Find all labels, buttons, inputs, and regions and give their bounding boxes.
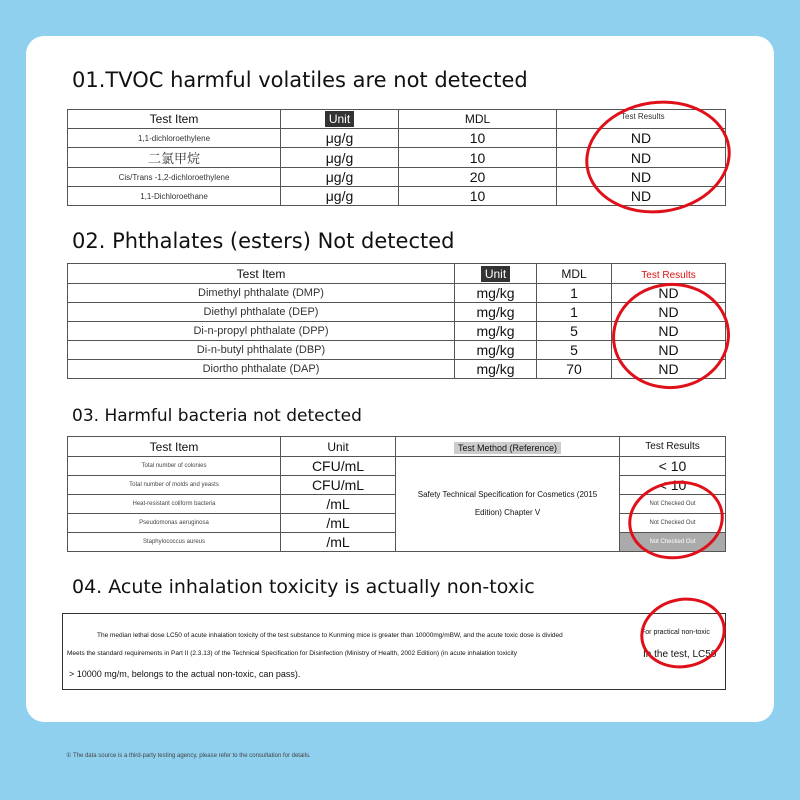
cell-mdl: 10 <box>399 148 557 168</box>
header-method: Test Method (Reference) <box>396 437 620 457</box>
cell-item: Dimethyl phthalate (DMP) <box>68 284 455 303</box>
cell-item: Pseudomonas aeruginosa <box>68 514 281 533</box>
header-unit: Unit <box>455 264 537 284</box>
cell-unit: /mL <box>281 495 396 514</box>
cell-item: Total number of molds and yeasts <box>68 476 281 495</box>
header-test-item: Test Item <box>68 110 281 129</box>
cell-mdl: 1 <box>537 284 612 303</box>
cell-item: 1,1-Dichloroethane <box>68 187 281 206</box>
section3-title: 03. Harmful bacteria not detected <box>72 406 362 426</box>
cell-result: < 10 <box>620 457 726 476</box>
table-row <box>68 322 726 341</box>
header-test-item: Test Item <box>68 264 455 284</box>
test-method: Safety Technical Specification for Cosmetics (2015 Edition) Chapter V <box>396 457 620 552</box>
phthalates-table <box>67 263 726 379</box>
cell-mdl: 70 <box>537 360 612 379</box>
cell-item: Staphylococcus aureus <box>68 533 281 552</box>
toxicity-box <box>62 613 726 690</box>
footnote: ① The data source is a third-party testing agency, please refer to the consultation for details. <box>66 753 311 759</box>
header-results: Test Results <box>620 437 726 457</box>
table-row <box>68 187 726 206</box>
table-row <box>68 457 726 476</box>
header-unit: Unit <box>281 437 396 457</box>
header-mdl: MDL <box>399 110 557 129</box>
cell-unit: mg/kg <box>455 341 537 360</box>
cell-unit: /mL <box>281 533 396 552</box>
cell-item: 1,1-dichloroethylene <box>68 129 281 148</box>
cell-result: Not Checked Out <box>620 514 726 533</box>
cell-mdl: 5 <box>537 322 612 341</box>
cell-result: ND <box>557 148 726 168</box>
cell-item: Di-n-propyl phthalate (DPP) <box>68 322 455 341</box>
cell-unit: μg/g <box>281 148 399 168</box>
cell-item: Total number of colonies <box>68 457 281 476</box>
table-row <box>68 129 726 148</box>
toxicity-line-3: > 10000 mg/m, belongs to the actual non-toxic, can pass). <box>69 669 301 679</box>
cell-result: Not Checked Out <box>620 533 726 552</box>
toxicity-line-1: The median lethal dose LC50 of acute inhalation toxicity of the test substance to Kunming mice is greater than 10000mg/mBW, and the acute toxic dose is divided <box>97 632 563 639</box>
cell-unit: mg/kg <box>455 322 537 341</box>
cell-result: Not Checked Out <box>620 495 726 514</box>
cell-result: ND <box>557 129 726 148</box>
cell-result: ND <box>612 303 726 322</box>
toxicity-side-2: In the test, LC50 <box>643 649 717 660</box>
cell-result: ND <box>612 341 726 360</box>
cell-mdl: 10 <box>399 129 557 148</box>
cell-unit: mg/kg <box>455 360 537 379</box>
cell-result: ND <box>612 360 726 379</box>
cell-mdl: 1 <box>537 303 612 322</box>
cell-unit: μg/g <box>281 187 399 206</box>
table-row <box>68 341 726 360</box>
table-row <box>68 148 726 168</box>
toxicity-side-1: For practical non-toxic <box>641 629 710 636</box>
section4-title: 04. Acute inhalation toxicity is actually non-toxic <box>72 576 535 598</box>
cell-unit: μg/g <box>281 129 399 148</box>
cell-item: Di-n-butyl phthalate (DBP) <box>68 341 455 360</box>
cell-item: Diethyl phthalate (DEP) <box>68 303 455 322</box>
cell-unit: CFU/mL <box>281 476 396 495</box>
table-row <box>68 303 726 322</box>
table-row <box>68 360 726 379</box>
section2-title: 02. Phthalates (esters) Not detected <box>72 229 455 253</box>
cell-mdl: 5 <box>537 341 612 360</box>
cell-result: ND <box>612 284 726 303</box>
section1-title: 01.TVOC harmful volatiles are not detected <box>72 68 528 92</box>
header-unit: Unit <box>281 110 399 129</box>
cell-item: Cis/Trans -1,2-dichloroethylene <box>68 168 281 187</box>
cell-unit: μg/g <box>281 168 399 187</box>
cell-result: ND <box>557 187 726 206</box>
cell-unit: /mL <box>281 514 396 533</box>
header-results: Test Results <box>612 264 726 284</box>
cell-item: 二氯甲烷 <box>68 148 281 168</box>
table-row <box>68 168 726 187</box>
cell-result: < 10 <box>620 476 726 495</box>
results-label: Test Results <box>621 112 665 121</box>
cell-item: Heat-resistant coliform bacteria <box>68 495 281 514</box>
cell-unit: mg/kg <box>455 284 537 303</box>
header-test-item: Test Item <box>68 437 281 457</box>
cell-mdl: 10 <box>399 187 557 206</box>
bacteria-table <box>67 436 726 552</box>
cell-unit: mg/kg <box>455 303 537 322</box>
cell-item: Diortho phthalate (DAP) <box>68 360 455 379</box>
header-mdl: MDL <box>537 264 612 284</box>
tvoc-table <box>67 109 726 206</box>
table-row <box>68 284 726 303</box>
cell-mdl: 20 <box>399 168 557 187</box>
toxicity-line-2: Meets the standard requirements in Part II (2.3.13) of the Technical Specification for Disinfection (Ministry of Health, 2002 Edition) (in acute inhalation toxicity <box>67 650 518 657</box>
cell-unit: CFU/mL <box>281 457 396 476</box>
cell-result: ND <box>557 168 726 187</box>
cell-result: ND <box>612 322 726 341</box>
